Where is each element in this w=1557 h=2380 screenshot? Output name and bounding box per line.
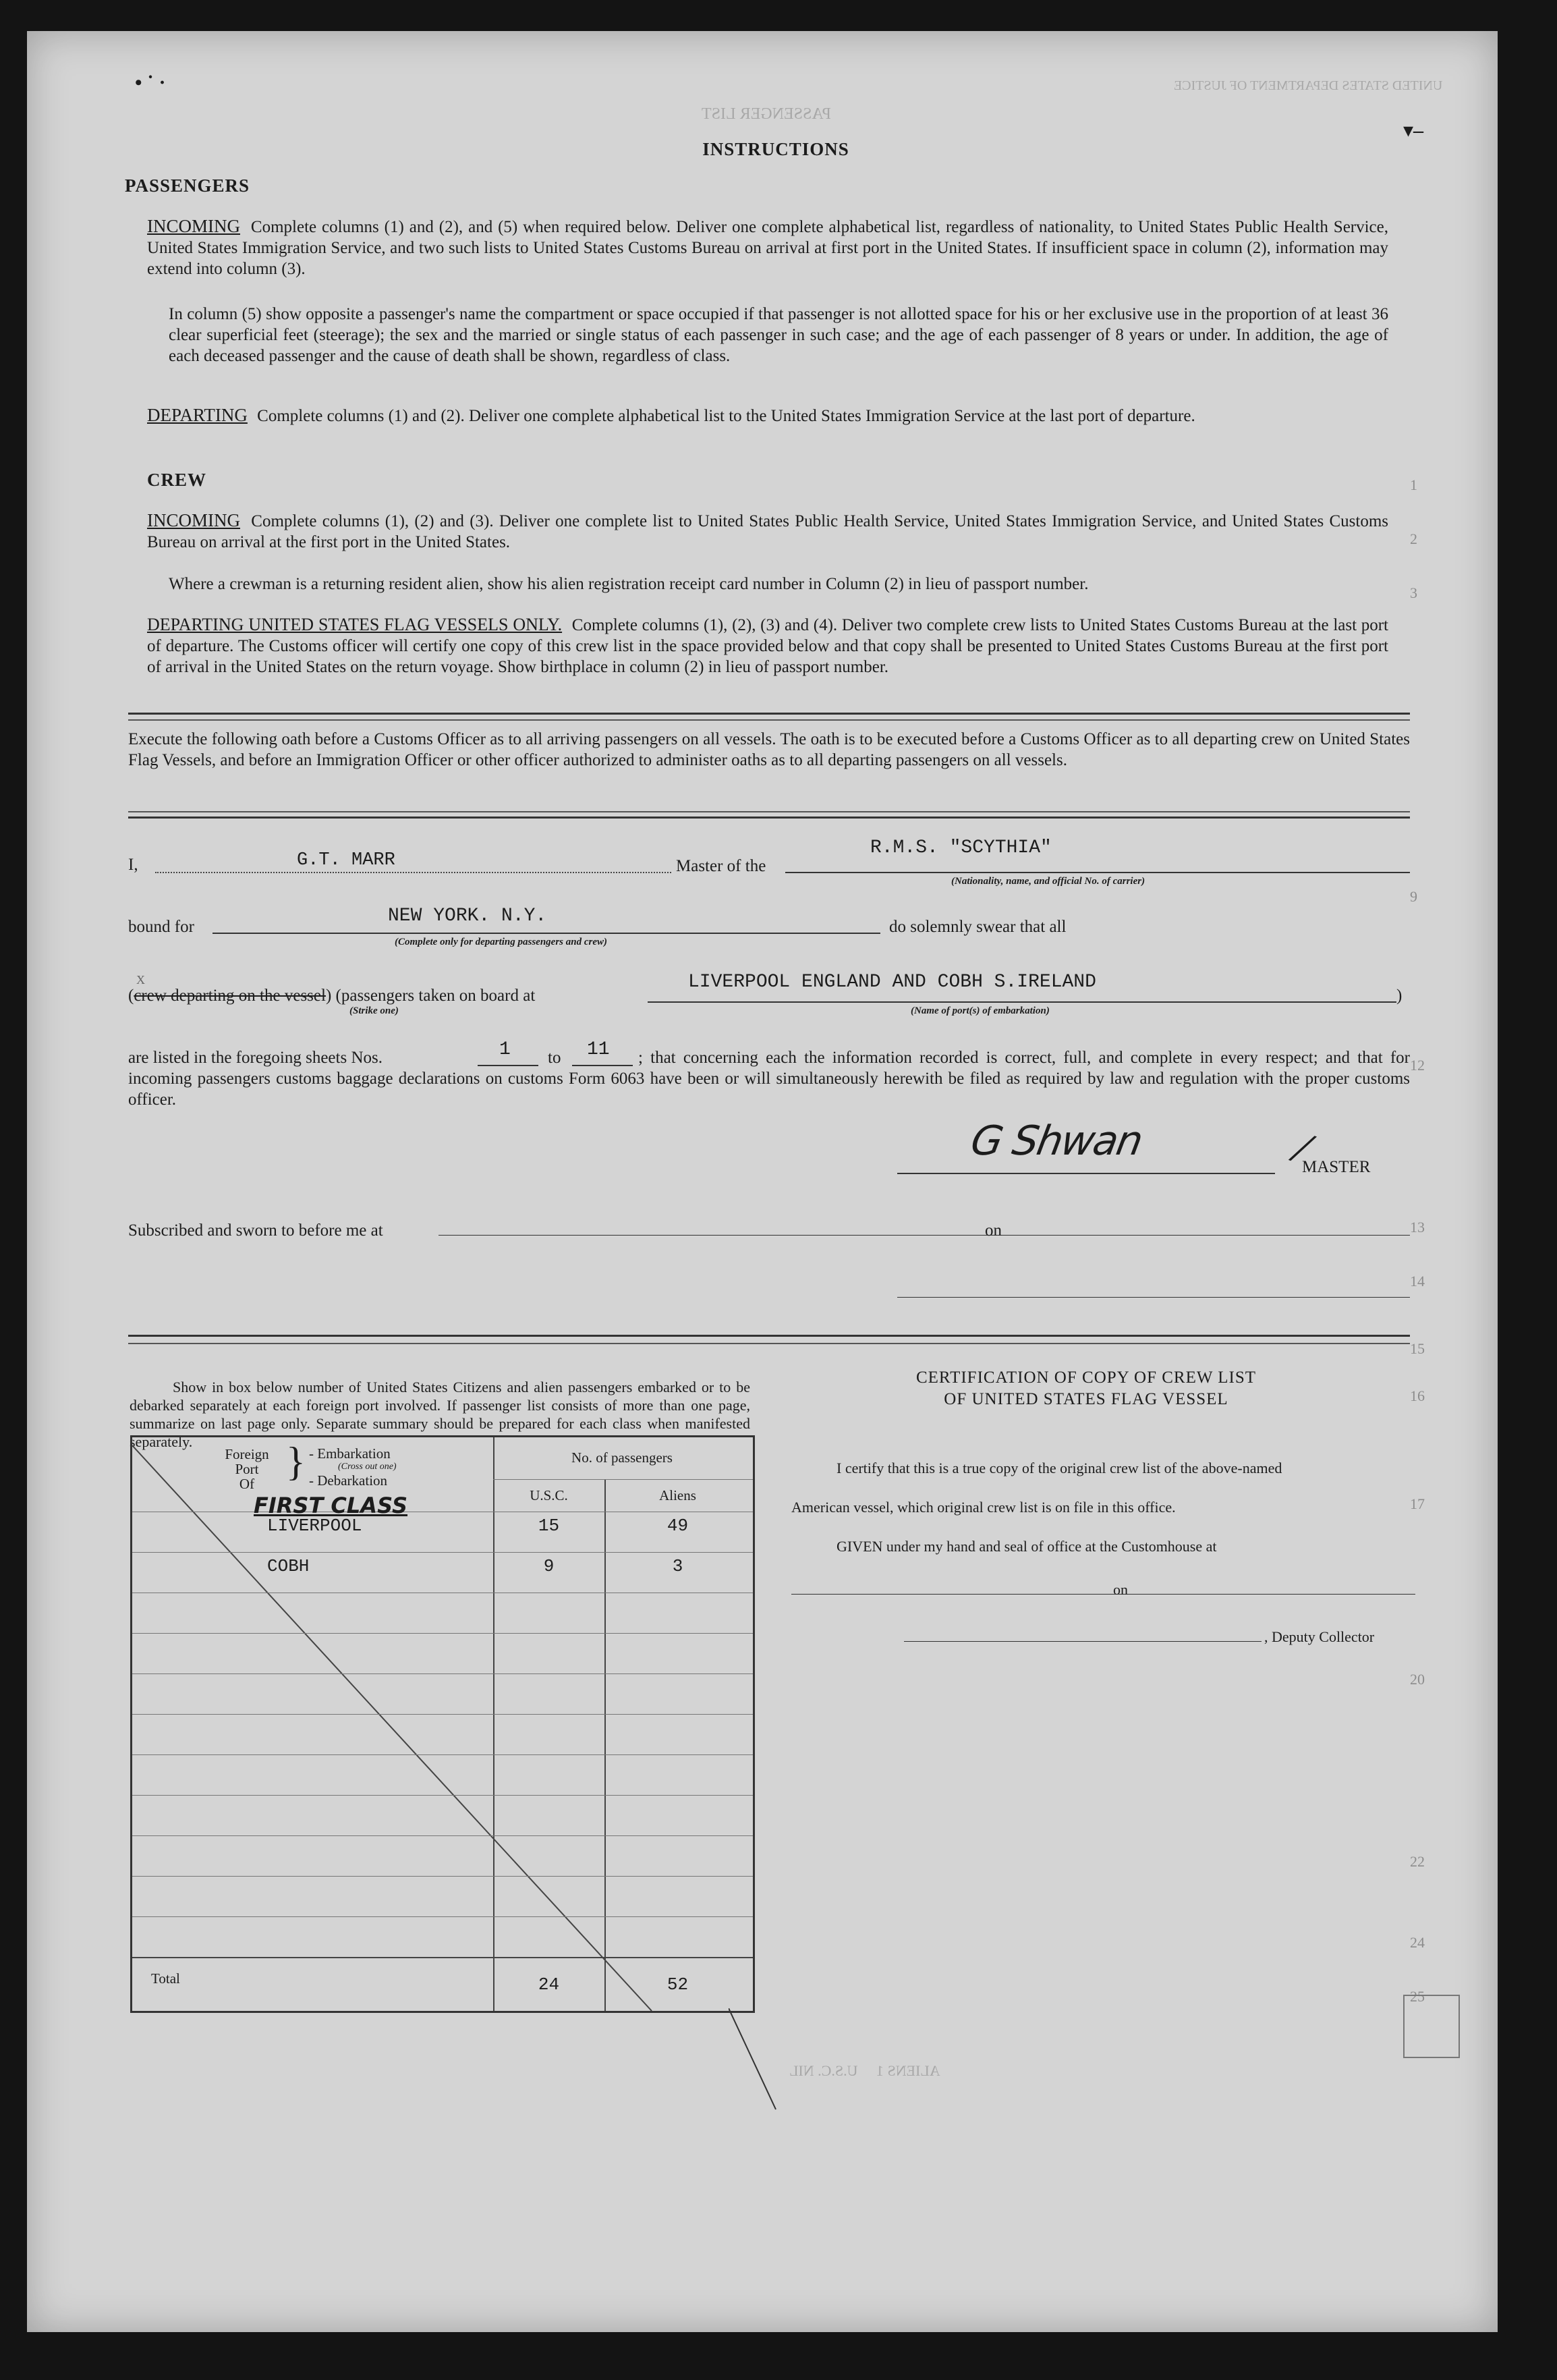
crew-incoming-text: Complete columns (1), (2) and (3). Deliver one complete list to United States Public Health Service, United States Immigration Service, and United States Customs Bureau on arrival at the first port in the United States.: [147, 512, 1389, 551]
stamp-box: [1403, 1995, 1460, 2058]
bound-for-value: NEW YORK. N.Y.: [388, 906, 547, 926]
row-port: COBH: [267, 1556, 310, 1576]
master-signature: G Shwan: [967, 1117, 1145, 1165]
bleed-through: ALIENS 1 U.S.C. NIL: [789, 2062, 940, 2079]
usc-header: U.S.C.: [530, 1487, 568, 1503]
x-mark: X: [136, 973, 145, 987]
certification-title: [810, 1367, 1363, 1410]
aliens-header: Aliens: [659, 1487, 696, 1503]
crew-heading: CREW: [147, 470, 207, 490]
subscribed-date-line: [1012, 1235, 1410, 1236]
passengers-incoming-label: INCOMING: [147, 216, 240, 236]
oath-intro: Execute the following oath before a Customs Officer as to all arriving passengers on all vessels. The oath is to be executed before a Customs Officer as to all departing crew on United States Flag Vessels, and before an Immigration Officer or other officer authorized to administer oaths as to all departing passengers on all vessels.: [128, 730, 1410, 769]
row-usc: 9: [543, 1556, 555, 1576]
master-name-line: [155, 872, 671, 873]
foreign-port-of: Foreign Port Of: [225, 1446, 269, 1492]
signature-line: [897, 1173, 1275, 1174]
corner-mark: • ˙ ·: [135, 72, 166, 94]
debarkation-label: - Debarkation: [309, 1472, 388, 1489]
passenger-summary-table: [130, 1435, 755, 2013]
certification-text3: GIVEN under my hand and seal of office at the Customhouse at: [837, 1538, 1217, 1555]
passengers-taken-label: (passengers taken on board at: [335, 987, 536, 1005]
divider: [128, 1343, 1410, 1344]
swear-text: do solemnly swear that all: [889, 918, 1067, 936]
crew-departing-label: DEPARTING UNITED STATES FLAG VESSELS ONLY.: [147, 615, 563, 634]
row-aliens: 49: [667, 1516, 689, 1536]
master-of-label: Master of the: [676, 857, 766, 875]
subscribed-label: Subscribed and sworn to before me at: [128, 1221, 383, 1240]
embarkation-ports: LIVERPOOL ENGLAND AND COBH S.IRELAND: [688, 972, 1096, 993]
close-paren: ): [1396, 987, 1403, 1005]
master-label: MASTER: [1302, 1158, 1371, 1176]
passengers-incoming: [147, 216, 1388, 279]
officer-line: [897, 1297, 1410, 1298]
crew-resident-text: Where a crewman is a returning resident alien, show his alien registration receipt card number in Column (2) in lieu of passport number.: [169, 575, 1089, 593]
ports-line: [648, 1001, 1396, 1003]
subscribed-on-label: on: [985, 1221, 1002, 1240]
row-usc: 15: [538, 1516, 560, 1536]
deputy-collector-label: , Deputy Collector: [1264, 1628, 1375, 1645]
class-note: FIRST CLASS: [254, 1493, 408, 1518]
deputy-collector-line: [904, 1641, 1262, 1642]
passengers-heading: PASSENGERS: [125, 175, 250, 196]
cross-out-note: (Cross out one): [338, 1462, 397, 1472]
to-label: to: [548, 1049, 561, 1067]
embarkation-label: - Embarkation: [309, 1445, 391, 1462]
slash-mark: /: [1286, 1122, 1318, 1175]
brace: }: [286, 1439, 306, 1484]
crew-departing: [147, 614, 1388, 677]
row-aliens: 3: [672, 1556, 683, 1576]
page-title: INSTRUCTIONS: [702, 139, 849, 159]
divider: [128, 713, 1410, 715]
bound-for-label: bound for: [128, 918, 194, 936]
crew-departing-text: Complete columns (1), (2), (3) and (4). Deliver two complete crew lists to United States Customs Bureau at the last port of departure. The Customs officer will certify one copy of this crew list in the space provided below and that copy shall be presented to United States Customs Bureau at the first port of arrival in the United States on the return voyage. Show birthplace in column (2) in lieu of passport number.: [147, 616, 1388, 676]
pen-stroke: [729, 2008, 783, 2116]
total-usc: 24: [538, 1974, 560, 1995]
divider: [128, 817, 1410, 819]
passengers-incoming-text: Complete columns (1) and (2), and (5) when required below. Deliver one complete alphabetical list, regardless of nationality, to United States Public Health Service, United States Immigration Service, and two such lists to United States Customs Bureau on arrival at first port in the United States. If insufficient space in column (2), information may extend into column (3).: [147, 218, 1389, 278]
summary-instructions: Show in box below number of United States Citizens and alien passengers embarked or to be debarked separately at each foreign port involved. If passenger list consists of more than one page, summarize on last page only. Separate summary should be prepared for each class when manifested separately.: [130, 1379, 750, 1450]
divider: [128, 1335, 1410, 1337]
certification-date-line: [1133, 1594, 1415, 1595]
bleed-through: PASSENGER LIST: [702, 105, 831, 123]
crew-incoming-label: INCOMING: [147, 510, 240, 530]
listed-text: are listed in the foregoing sheets Nos.: [128, 1049, 383, 1067]
passengers-departing: [147, 405, 1388, 426]
certification-on-label: on: [1113, 1581, 1128, 1598]
certification-place-line: [791, 1594, 1134, 1595]
vessel-line: [785, 872, 1410, 873]
master-name: G.T. MARR: [297, 850, 395, 870]
total-aliens: 52: [667, 1974, 689, 1995]
subscribed-place-line: [438, 1235, 1012, 1236]
divider: [128, 811, 1410, 812]
divider: [128, 719, 1410, 721]
certification-title-line1: CERTIFICATION OF COPY OF CREW LIST: [915, 1368, 1257, 1387]
passengers-col5-text: In column (5) show opposite a passenger's name the compartment or space occupied if that passenger is not allotted space for his or her exclusive use in the proportion of at least 36 clear superficial feet (steerage); the sex and the married or single status of each passenger in such case; and the age of each passenger of 8 years or under. In addition, the age of each deceased passenger and the cause of death shall be shown, regardless of class.: [169, 305, 1388, 365]
bleed-through: UNITED STATES DEPARTMENT OF JUSTICE: [1174, 78, 1443, 93]
passengers-departing-label: DEPARTING: [147, 405, 248, 425]
strike-caption: (Strike one): [349, 1005, 399, 1016]
certification-title-line2: OF UNITED STATES FLAG VESSEL: [944, 1390, 1228, 1408]
passengers-departing-text: Complete columns (1) and (2). Deliver one complete alphabetical list to the United States Immigration Service at the last port of departure.: [257, 407, 1195, 425]
crew-departing-struck: crew departing on the vessel: [134, 987, 326, 1005]
bound-for-line: [213, 933, 880, 934]
vessel-caption: (Nationality, name, and official No. of carrier): [951, 876, 1145, 887]
document-sheet: UNITED STATES DEPARTMENT OF JUSTICE PASSENGER LIST ALIENS 1 U.S.C. NIL 1 2 3 9 12 13 14 15 16 17 20 22 24 25 INSTRUCTIONS PASSENGERS INCOMING Complete columns (1) and (2), and (5) when required below. Deliver one complete alphabetical list, regardless of nationality, to United States Public Health Service, United States Immigration Service, and two such lists to United States Customs Bureau on arrival at first port in the United States. If insufficient space in column (2), information may extend into column (3). In column (5) show opposite a passenger's name the compartment or space occupied if that passenger is not allotted space for his or her exclusive use in the proportion of at least 36 clear superficial feet (steerage); the sex and the married or single status of each passenger in such case; and the age of each passenger of 8 years or under. In addition, the age of each deceased passenger and the cause of death shall be shown, regardless of class. DEPARTING Complete columns (1) and (2). Deliver one complete alphabetical list to the United States Immigration Service at the last port of departure. CREW INCOMING Complete columns (1), (2) and (3). Deliver one complete list to United States Public Health Service, United States Immigration Service, and United States Customs Bureau on arrival at the first port in the United States. Where a crewman is a returning resident alien, show his alien registration receipt card number in Column (2) in lieu of passport number. DEPARTING UNITED STATES FLAG VESSELS ONLY. Complete columns (1), (2), (3) and (4). Deliver two complete crew lists to United States Customs Bureau at the last port of departure. The Customs officer will certify one copy of this crew list in the space provided below and that copy shall be presented to United States Customs Bureau at the first port of arrival in the United States on the return voyage. Show birthplace in column (2) in lieu of passport number. Execute the following oath before a Customs Officer as to all arriving passengers on all vessels. The oath is to be executed before a Customs Officer as to all departing crew on United States Flag Vessels, and before an Immigration Officer or other officer authorized to administer oaths as to all departing passengers on all vessels. I, G.T. MARR Master of the R.M.S. "SCYTHIA" (Nationality, name, and official No. of carrier) bound for NEW YORK. N.Y. (Complete only for departing passengers and crew) do solemnly swear that all X (crew departing on the vessel) (passengers taken on board at (Strike one) LIVERPOOL ENGLAND AND COBH S.IRELAND (Name of port(s) of embarkation) ) are listed in the foregoing sheets Nos. 1 to 11 ; that concerning each the information recorded is correct, full, and complete in every respect; and that for incoming passengers customs baggage declarations on customs Form 6063 have been or will simultaneously herewith be filed as required by law and regulation with the proper customs officer. G Shwan / MASTER Subscribed and sworn to before me at on Show in box below number of United States Citizens and alien passengers embarked or to be debarked separately at each foreign port involved. If passenger list consists of more than one page, summarize on last page only. Separate summary should be prepared for each class when manifested separately. Foreign Port Of } - Embarkation (Cross out one) - Debarkation No. of passengers U.S.C. Aliens FIRST CLASS LIVERPOOL 15 49 COBH 9 3 Total 24 52 CERTIFICATION OF COPY OF CREW LIST OF UNITED STATES FLAG VESSEL I certify that this is a true copy of the original crew list of the above-named American vessel, which original crew list is on file in this office. GIVEN under my hand and seal of office at the Customhouse at on , Deputy Collector • ˙ · ▾–: [27, 31, 1498, 2332]
crew-incoming: [147, 510, 1388, 553]
corner-mark: ▾–: [1403, 119, 1424, 142]
sheet-from: 1: [499, 1039, 511, 1060]
oath-i-label: I,: [128, 856, 138, 874]
ports-caption: (Name of port(s) of embarkation): [911, 1005, 1050, 1016]
no-of-passengers-header: No. of passengers: [571, 1449, 673, 1466]
certification-text2: American vessel, which original crew list is on file in this office.: [791, 1499, 1176, 1516]
bound-for-caption: (Complete only for departing passengers and crew): [395, 937, 607, 947]
sheet-to: 11: [587, 1039, 610, 1060]
total-label: Total: [151, 1970, 180, 1987]
vessel-name: R.M.S. "SCYTHIA": [870, 837, 1052, 858]
strike-line: (crew departing on the vessel) (passengers taken on board at: [128, 987, 536, 1005]
after-sheets-text: ; that concerning each the information recorded is correct, full, and complete in every respect; and that for incoming passengers customs baggage declarations on customs Form 6063 have been or will simultaneously herewith be filed as required by law and regulation with the proper customs officer.: [128, 1049, 1410, 1109]
certification-text1: I certify that this is a true copy of the original crew list of the above-named: [837, 1460, 1282, 1476]
row-port: LIVERPOOL: [267, 1516, 362, 1536]
